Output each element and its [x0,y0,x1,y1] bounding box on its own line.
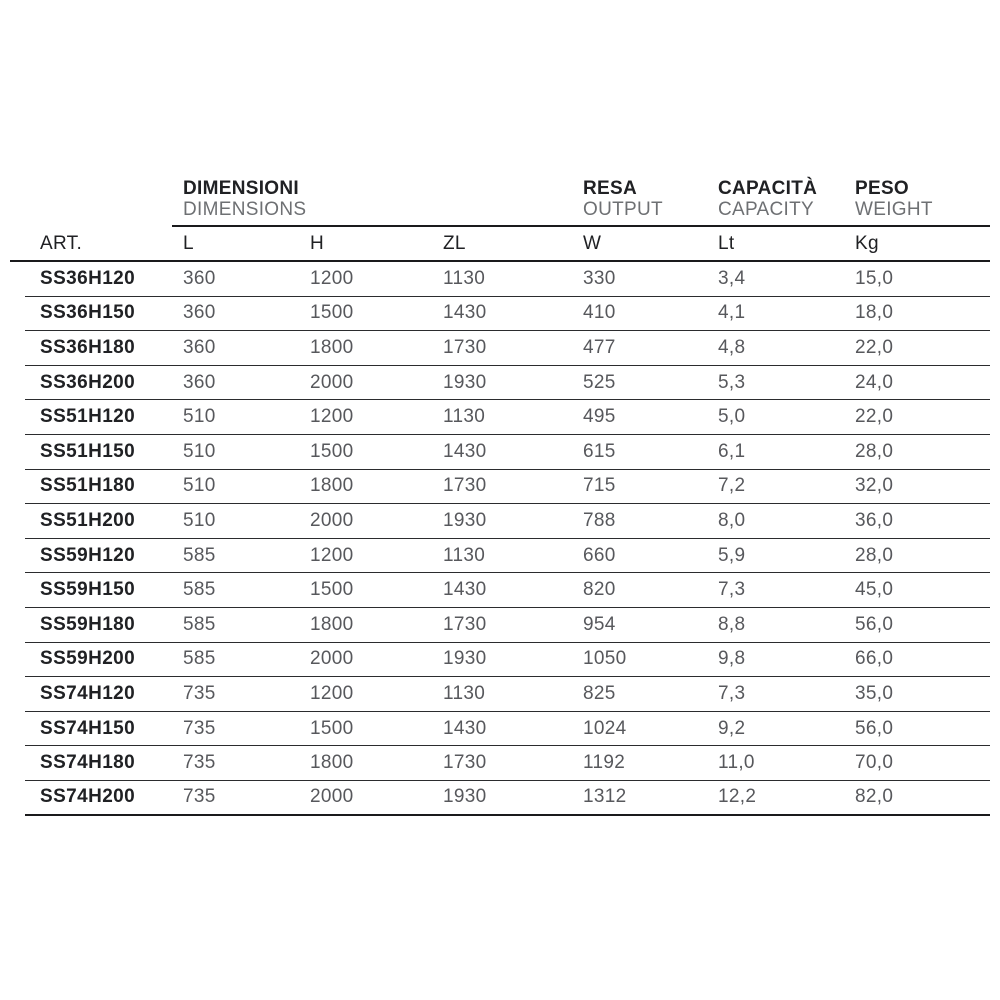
value-cell: 495 [583,406,616,428]
art-code-cell: SS51H200 [40,509,136,531]
value-cell: 5,0 [718,406,746,428]
value-cell: 82,0 [855,786,894,808]
art-code-cell: SS59H150 [40,579,136,601]
art-code-cell: SS51H120 [40,406,136,428]
value-cell: 1800 [310,475,354,497]
value-cell: 585 [183,544,216,566]
value-cell: 410 [583,302,616,324]
value-cell: 735 [183,717,216,739]
value-cell: 1500 [310,302,354,324]
value-cell: 1430 [443,717,487,739]
value-cell: 24,0 [855,371,894,393]
value-cell: 5,9 [718,544,746,566]
value-cell: 9,2 [718,717,746,739]
value-cell: 28,0 [855,440,894,462]
table-row [25,400,990,435]
value-cell: 1930 [443,648,487,670]
table-row [25,573,990,608]
table-row [25,262,990,297]
value-cell: 28,0 [855,544,894,566]
group-header-secondary: OUTPUT [583,199,663,220]
column-header-l: L [183,232,194,254]
value-cell: 9,8 [718,648,746,670]
art-code-cell: SS59H180 [40,613,136,635]
value-cell: 2000 [310,371,354,393]
group-header-output [583,178,718,220]
column-header-kg: Kg [855,232,879,254]
value-cell: 1930 [443,371,487,393]
value-cell: 820 [583,579,616,601]
group-header-secondary: WEIGHT [855,199,933,220]
value-cell: 525 [583,371,616,393]
table-row [25,435,990,470]
value-cell: 788 [583,509,616,531]
table-body [0,262,1000,816]
value-cell: 56,0 [855,717,894,739]
spec-table [0,176,1000,816]
value-cell: 1730 [443,475,487,497]
value-cell: 585 [183,648,216,670]
value-cell: 8,0 [718,509,746,531]
table-row [25,539,990,574]
value-cell: 2000 [310,648,354,670]
value-cell: 1192 [583,752,626,774]
value-cell: 3,4 [718,267,746,289]
value-cell: 45,0 [855,579,894,601]
table-row [25,504,990,539]
value-cell: 6,1 [718,440,746,462]
art-code-cell: SS36H200 [40,371,136,393]
value-cell: 1200 [310,406,354,428]
value-cell: 2000 [310,509,354,531]
art-code-cell: SS74H200 [40,786,136,808]
value-cell: 1730 [443,613,487,635]
value-cell: 1430 [443,440,487,462]
value-cell: 1430 [443,302,487,324]
value-cell: 360 [183,336,216,358]
column-header-h: H [310,232,325,254]
art-code-cell: SS51H180 [40,475,136,497]
table-row [25,366,990,401]
art-code-cell: SS74H150 [40,717,136,739]
group-header-primary: CAPACITÀ [718,178,818,199]
group-header-capacity [718,178,855,220]
value-cell: 1312 [583,786,627,808]
value-cell: 4,1 [718,302,746,324]
value-cell: 1130 [443,267,486,289]
value-cell: 735 [183,786,216,808]
value-cell: 330 [583,267,616,289]
value-cell: 56,0 [855,613,894,635]
value-cell: 12,2 [718,786,757,808]
value-cell: 1930 [443,786,487,808]
value-cell: 1730 [443,752,487,774]
table-row [25,746,990,781]
table-row [25,643,990,678]
value-cell: 15,0 [855,267,894,289]
value-cell: 2000 [310,786,354,808]
value-cell: 4,8 [718,336,746,358]
column-header-w: W [583,232,602,254]
value-cell: 735 [183,752,216,774]
value-cell: 18,0 [855,302,894,324]
value-cell: 1200 [310,682,354,704]
column-header-zl: ZL [443,232,466,254]
value-cell: 32,0 [855,475,894,497]
table-row [25,608,990,643]
value-cell: 1130 [443,682,486,704]
value-cell: 1730 [443,336,487,358]
value-cell: 7,2 [718,475,746,497]
table-row [25,781,990,816]
column-header-art: ART. [40,232,83,254]
value-cell: 660 [583,544,616,566]
value-cell: 11,0 [718,752,755,774]
group-header-dimensions [183,178,583,220]
value-cell: 8,8 [718,613,746,635]
group-header-primary: RESA [583,178,637,199]
art-code-cell: SS74H180 [40,752,136,774]
value-cell: 1130 [443,544,486,566]
value-cell: 36,0 [855,509,894,531]
art-code-cell: SS74H120 [40,682,136,704]
value-cell: 1050 [583,648,627,670]
value-cell: 360 [183,371,216,393]
value-cell: 1500 [310,440,354,462]
value-cell: 1130 [443,406,486,428]
value-cell: 1024 [583,717,627,739]
art-code-cell: SS59H120 [40,544,136,566]
value-cell: 510 [183,475,216,497]
value-cell: 510 [183,406,216,428]
value-cell: 7,3 [718,682,746,704]
value-cell: 1930 [443,509,487,531]
value-cell: 585 [183,579,216,601]
value-cell: 510 [183,440,216,462]
table-row [25,331,990,366]
value-cell: 825 [583,682,616,704]
value-cell: 1500 [310,579,354,601]
value-cell: 35,0 [855,682,894,704]
group-header-weight [855,178,990,220]
group-header-primary: PESO [855,178,909,199]
table-row [25,470,990,505]
column-header-lt: Lt [718,232,735,254]
table-row [25,677,990,712]
value-cell: 715 [583,475,616,497]
value-cell: 70,0 [855,752,894,774]
value-cell: 1500 [310,717,354,739]
group-header-primary: DIMENSIONI [183,178,299,199]
column-header-row [10,227,990,262]
value-cell: 360 [183,267,216,289]
group-header-row [25,176,990,220]
value-cell: 510 [183,509,216,531]
art-code-cell: SS36H150 [40,302,136,324]
value-cell: 1800 [310,336,354,358]
value-cell: 477 [583,336,616,358]
group-header-secondary: CAPACITY [718,199,815,220]
value-cell: 5,3 [718,371,746,393]
value-cell: 1800 [310,613,354,635]
value-cell: 585 [183,613,216,635]
table-row [25,712,990,747]
value-cell: 22,0 [855,336,894,358]
art-code-cell: SS36H120 [40,267,136,289]
value-cell: 615 [583,440,616,462]
value-cell: 735 [183,682,216,704]
value-cell: 360 [183,302,216,324]
value-cell: 1200 [310,267,354,289]
value-cell: 1430 [443,579,487,601]
value-cell: 1800 [310,752,354,774]
value-cell: 1200 [310,544,354,566]
art-code-cell: SS59H200 [40,648,136,670]
art-code-cell: SS51H150 [40,440,136,462]
value-cell: 954 [583,613,616,635]
table-row [25,297,990,332]
group-header-secondary: DIMENSIONS [183,199,307,220]
value-cell: 7,3 [718,579,746,601]
art-code-cell: SS36H180 [40,336,136,358]
value-cell: 66,0 [855,648,894,670]
value-cell: 22,0 [855,406,894,428]
